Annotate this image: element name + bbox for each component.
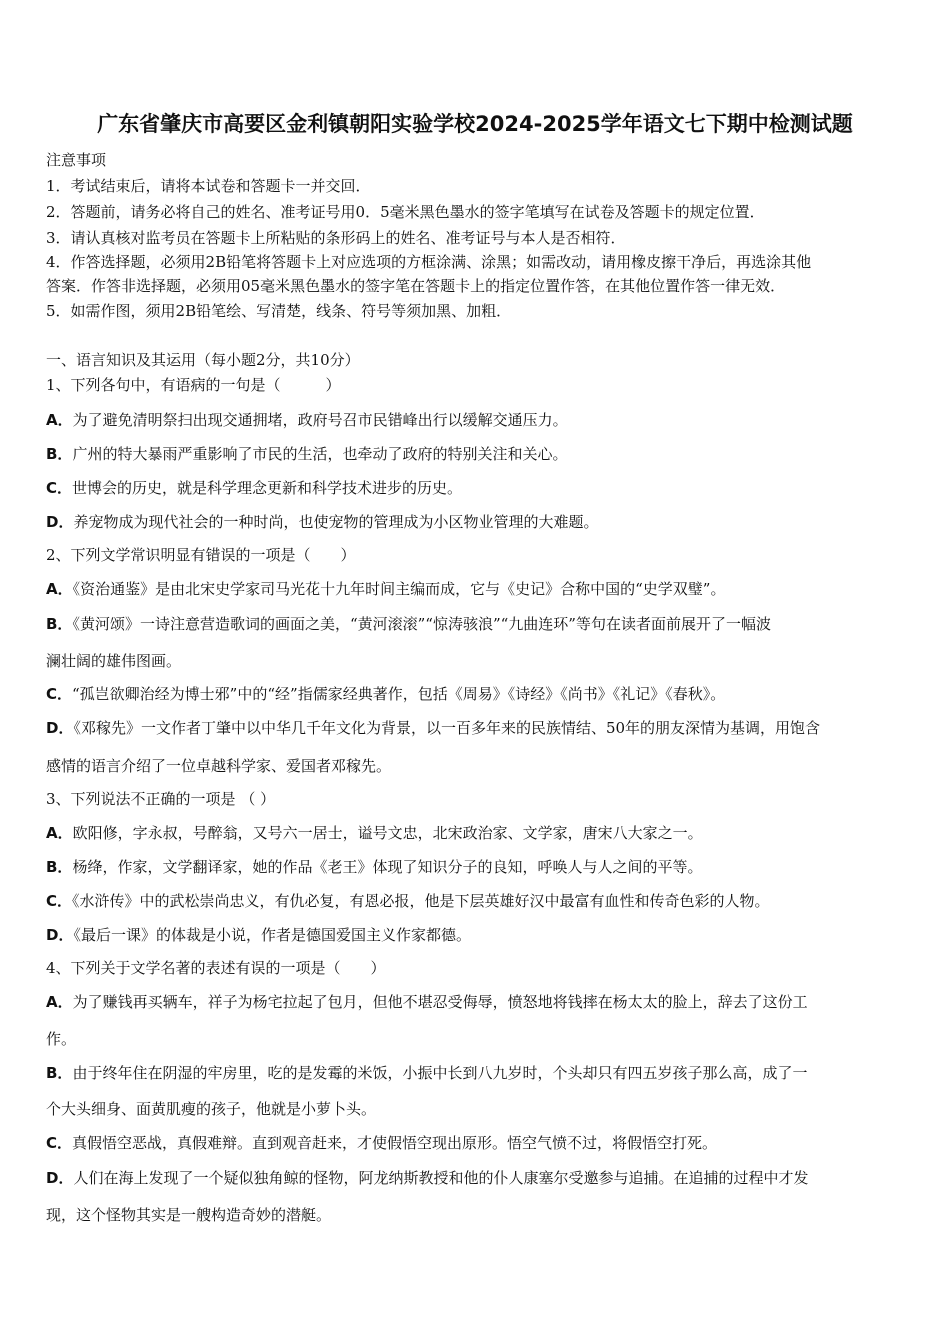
option-text: 由于终年住在阴湿的牢房里，吃的是发霉的米饭，小振中长到八九岁时，个头却只有四五岁孩子那么高，成了一 — [72, 1064, 808, 1082]
notice-item: 答案．作答非选择题，必须用05毫米黑色墨水的签字笔在答题卡上的指定位置作答，在其他位置作答一律无效． — [46, 277, 786, 295]
option-text: 人们在海上发现了一个疑似独角鲸的怪物，阿龙纳斯教授和他的仆人康塞尔受邀参与追捕。在追捕的过程中才发 — [73, 1169, 809, 1187]
option-text: 欧阳修，字永叔，号醉翁，又号六一居士，谥号文忠，北宋政治家、文学家，唐宋八大家之一。 — [72, 824, 703, 842]
notice-item: 2．答题前，请务必将自己的姓名、准考证号用0．5毫米黑色墨水的签字笔填写在试卷及答题卡的规定位置． — [46, 203, 765, 221]
notice-item: 5．如需作图，须用2B铅笔绘、写清楚，线条、符号等须加黑、加粗． — [46, 302, 512, 320]
option-letter: B． — [46, 615, 73, 633]
option-text: 《黄河颂》一诗注意营造歌词的画面之美，“黄河滚滚”“惊涛骇浪”“九曲连环”等句在读者面前展开了一幅波 — [72, 615, 771, 633]
question-option — [46, 1133, 916, 1153]
option-letter: A． — [46, 580, 73, 598]
option-letter: D． — [46, 926, 74, 944]
question-stem: 4、下列关于文学名著的表述有误的一项是（ ） — [46, 959, 386, 977]
option-continuation: 感情的语言介绍了一位卓越科学家、爱国者邓稼先。 — [46, 757, 392, 775]
question-option — [46, 891, 916, 911]
option-letter: A． — [46, 824, 73, 842]
question-option — [46, 718, 916, 738]
option-text: 《邓稼先》一文作者丁肇中以中华几千年文化为背景，以一百多年来的民族情结、50年的朋友深情为基调，用饱含 — [73, 719, 821, 737]
notice-item: 4．作答选择题，必须用2B铅笔将答题卡上对应选项的方框涂满、涂黑；如需改动，请用橡皮擦干净后，再选涂其他 — [46, 253, 812, 271]
option-text: 广州的特大暴雨严重影响了市民的生活，也牵动了政府的特别关注和关心。 — [72, 445, 568, 463]
question-option — [46, 444, 916, 464]
question-option — [46, 579, 916, 599]
option-letter: D． — [46, 1169, 74, 1187]
option-letter: B． — [46, 1064, 73, 1082]
question-option — [46, 992, 916, 1012]
page-title: 广东省肇庆市高要区金利镇朝阳实验学校2024-2025学年语文七下期中检测试题 — [97, 112, 853, 136]
option-letter: C． — [46, 479, 73, 497]
question-option — [46, 925, 916, 945]
question-stem: 1、下列各句中，有语病的一句是（ ） — [46, 376, 341, 394]
section-heading: 一、语言知识及其运用（每小题2分，共10分） — [46, 351, 360, 369]
question-option — [46, 614, 916, 634]
option-letter: D． — [46, 513, 74, 531]
question-option — [46, 1168, 916, 1188]
option-letter: A． — [46, 411, 73, 429]
option-letter: C． — [46, 685, 73, 703]
question-option — [46, 410, 916, 430]
option-text: 《最后一课》的体裁是小说，作者是德国爱国主义作家都德。 — [73, 926, 471, 944]
question-stem: 2、下列文学常识明显有错误的一项是（ ） — [46, 546, 356, 564]
option-continuation: 作。 — [46, 1030, 77, 1048]
question-option — [46, 684, 916, 704]
notice-item: 1．考试结束后，请将本试卷和答题卡一并交回． — [46, 177, 371, 195]
option-continuation: 澜壮阔的雄伟图画。 — [46, 652, 182, 670]
option-letter: D． — [46, 719, 74, 737]
question-option — [46, 1063, 916, 1083]
question-option — [46, 857, 916, 877]
question-stem: 3、下列说法不正确的一项是 （ ） — [46, 790, 276, 808]
option-letter: B． — [46, 858, 73, 876]
option-text: 《资治通鉴》是由北宋史学家司马光花十九年时间主编而成，它与《史记》合称中国的“史学双璧”。 — [72, 580, 726, 598]
question-option — [46, 823, 916, 843]
option-text: 真假悟空恶战，真假难辩。直到观音赶来，才使假悟空现出原形。悟空气愤不过，将假悟空打死。 — [72, 1134, 718, 1152]
question-option — [46, 512, 916, 532]
option-letter: B． — [46, 445, 73, 463]
option-text: 世博会的历史，就是科学理念更新和科学技术进步的历史。 — [72, 479, 463, 497]
notice-heading: 注意事项 — [46, 151, 107, 169]
option-text: 为了赚钱再买辆车，祥子为杨宅拉起了包月，但他不堪忍受侮辱，愤怒地将钱摔在杨太太的脸上，辞去了这份工 — [72, 993, 808, 1011]
option-text: 为了避免清明祭扫出现交通拥堵，政府号召市民错峰出行以缓解交通压力。 — [72, 411, 568, 429]
option-text: 《水浒传》中的武松崇尚忠义，有仇必复，有恩必报，他是下层英雄好汉中最富有血性和传奇色彩的人物。 — [72, 892, 770, 910]
notice-item: 3．请认真核对监考员在答题卡上所粘贴的条形码上的姓名、准考证号与本人是否相符． — [46, 229, 626, 247]
option-letter: C． — [46, 1134, 73, 1152]
option-text: 养宠物成为现代社会的一种时尚，也使宠物的管理成为小区物业管理的大难题。 — [73, 513, 599, 531]
question-option — [46, 478, 916, 498]
option-continuation: 现，这个怪物其实是一艘构造奇妙的潜艇。 — [46, 1206, 332, 1224]
option-letter: C． — [46, 892, 73, 910]
option-continuation: 个大头细身、面黄肌瘦的孩子，他就是小萝卜头。 — [46, 1100, 377, 1118]
option-text: 杨绛，作家，文学翻译家，她的作品《老王》体现了知识分子的良知，呼唤人与人之间的平等。 — [72, 858, 703, 876]
option-letter: A． — [46, 993, 73, 1011]
option-text: “孤岂欲卿治经为博士邪”中的“经”指儒家经典著作，包括《周易》《诗经》《尚书》《礼记》《春秋》。 — [72, 685, 726, 703]
